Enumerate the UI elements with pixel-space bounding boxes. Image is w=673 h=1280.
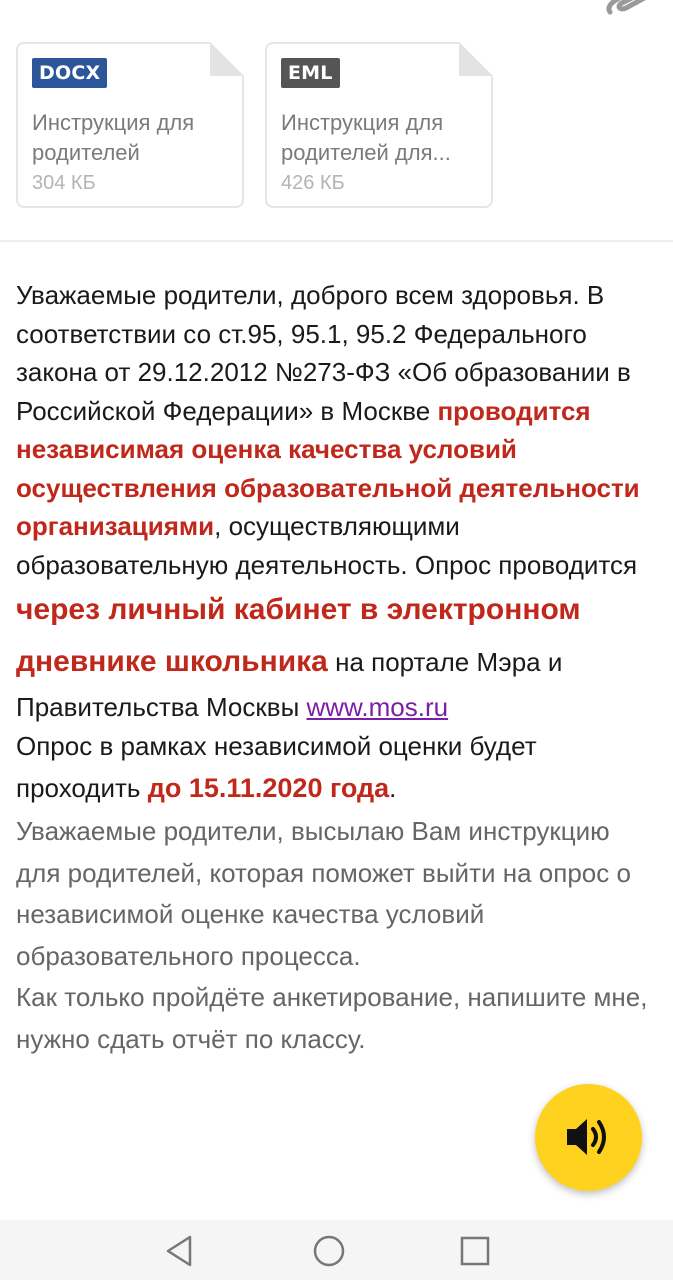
message-text: Опрос в рамках независимой оценки будет проходить [16, 730, 537, 803]
attachment-name: Инструкция для родителей [32, 110, 195, 165]
message-paragraph-1 [16, 276, 656, 811]
attachment-card-eml[interactable] [265, 42, 493, 208]
attachment-size: 304 КБ [32, 172, 96, 194]
attachments-section [0, 0, 673, 242]
message-paragraph-2: Уважаемые родители, высылаю Вам инструкцию для родителей, которая поможет выйти на опрос о независимой оценке качества условий образовательного процесса. [16, 816, 631, 971]
home-icon [309, 1231, 349, 1271]
file-type-badge: EML [281, 58, 340, 88]
message-text: . [389, 773, 397, 803]
highlighted-large-text: через личный кабинет в электронном дневнике школьника [16, 593, 581, 678]
system-navigation-bar [0, 1220, 673, 1280]
folded-corner-icon [459, 42, 493, 76]
message-body [16, 276, 656, 1060]
speaker-icon [563, 1115, 613, 1159]
back-button[interactable] [160, 1231, 200, 1271]
home-button[interactable] [309, 1231, 349, 1271]
message-text: , осуществляющими образовательную деятельность. Опрос проводится [16, 511, 638, 580]
folded-corner-icon [210, 42, 244, 76]
highlighted-text: проводится независимая оценка качества условий осуществления образовательной деятельности организациями [16, 395, 640, 541]
attachment-size: 426 КБ [281, 172, 345, 194]
recent-apps-icon [455, 1231, 495, 1271]
message-text: на портале Мэра и Правительства Москвы [16, 647, 563, 722]
back-icon [160, 1231, 200, 1271]
message-text: Уважаемые родители, доброго всем здоровья. В соответствии со ст.95, 95.1, 95.2 Федерального закона от 29.12.2012 №273-ФЗ «Об образовании в Российской Федерации» в Москве [16, 280, 631, 426]
attachment-name: Инструкция для родителей для... [281, 110, 451, 165]
file-type-badge: DOCX [32, 58, 107, 88]
divider [0, 240, 673, 242]
deadline-text: до 15.11.2020 года [147, 773, 390, 803]
attachment-card-docx[interactable] [16, 42, 244, 208]
mos-ru-link[interactable]: www.mos.ru [306, 692, 449, 722]
recent-apps-button[interactable] [455, 1231, 495, 1271]
message-paragraph-3: Как только пройдёте анкетирование, напишите мне, нужно сдать отчёт по классу. [16, 982, 648, 1054]
read-aloud-button[interactable] [535, 1084, 642, 1191]
